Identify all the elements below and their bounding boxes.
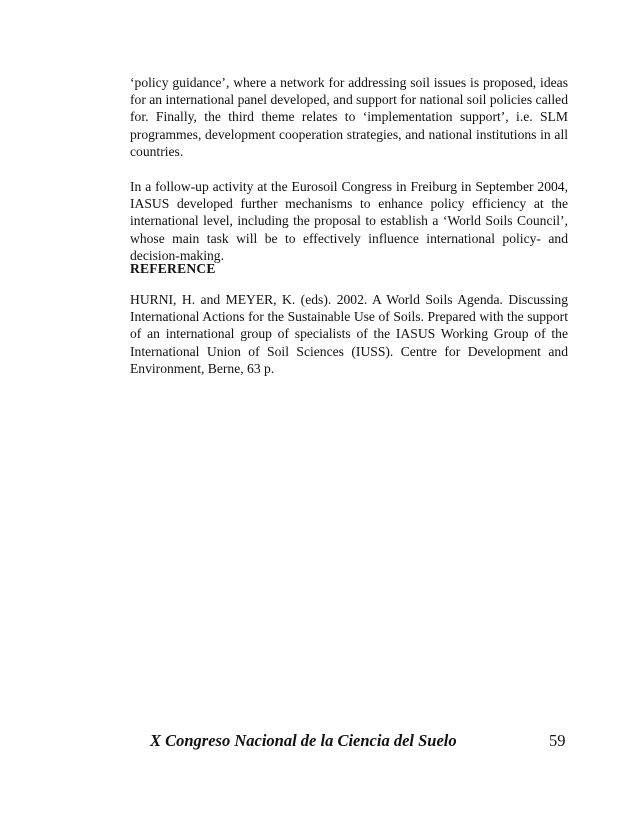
footer-title: X Congreso Nacional de la Ciencia del Suelo <box>150 731 457 750</box>
reference-entry: HURNI, H. and MEYER, K. (eds). 2002. A World Soils Agenda. Discussing International Actions for the Sustainable Use of Soils. Prepared with the support of an international group of specialists of the IASUS Working Group of the International Union of Soil Sciences (IUSS). Centre for Development and Environment, Berne, 63 p. <box>130 292 568 376</box>
paragraph-follow-up-activity: In a follow-up activity at the Eurosoil Congress in Freiburg in September 2004, IASUS developed further mechanisms to enhance policy efficiency at the international level, including the proposal to establish a ‘World Soils Council’, whose main task will be to effectively influence international policy- and decision-making. <box>130 179 568 263</box>
paragraph-policy-guidance: ‘policy guidance’, where a network for addressing soil issues is proposed, ideas for an international panel developed, and support for national soil policies called for. Finally, the third theme relates to ‘implementation support’, i.e. SLM programmes, development cooperation strategies, and national institutions in all countries. <box>130 75 568 159</box>
reference-heading: REFERENCE <box>130 261 216 276</box>
page-number: 59 <box>549 731 566 750</box>
